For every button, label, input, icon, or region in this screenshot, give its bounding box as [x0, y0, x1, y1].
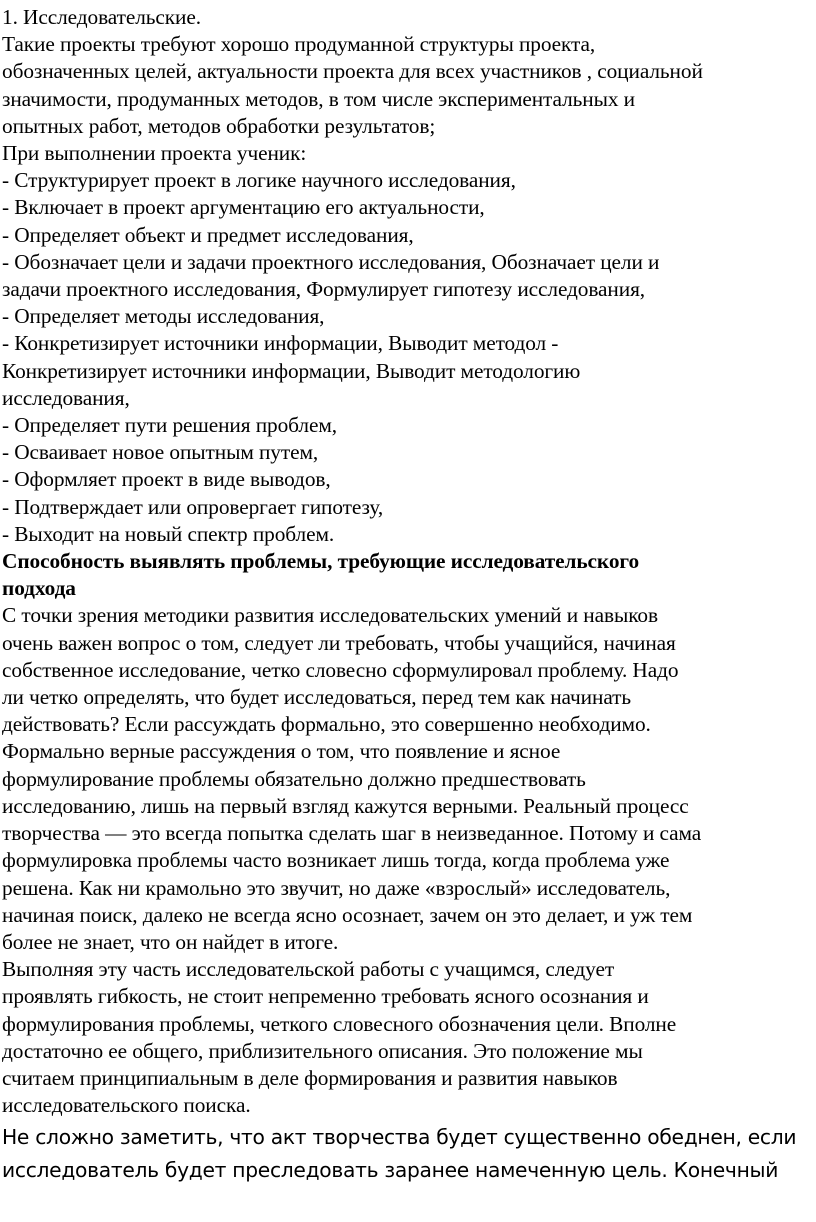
- paragraph-flexibility: [2, 956, 814, 1119]
- list-item: - Структурирует проект в логике научного исследования,: [2, 168, 516, 193]
- list-item: задачи проектного исследования, Формулирует гипотезу исследования,: [2, 277, 646, 302]
- text-line: творчества — это всегда попытка сделать шаг в неизведанное. Потому и сама: [2, 821, 702, 846]
- text-line: Такие проекты требуют хорошо продуманной структуры проекта,: [2, 32, 596, 57]
- paragraph-methodology: [2, 602, 814, 956]
- text-line: значимости, продуманных методов, в том числе экспериментальных и: [2, 86, 635, 111]
- list-item: - Подтверждает или опровергает гипотезу,: [2, 494, 384, 519]
- paragraph-creativity: [2, 1121, 814, 1187]
- text-line: Формально верные рассуждения о том, что появление и ясное: [2, 739, 561, 764]
- student-actions-list: [2, 167, 814, 548]
- section-research-projects: [2, 4, 814, 548]
- text-line: очень важен вопрос о том, следует ли требовать, чтобы учащийся, начиная: [2, 630, 676, 655]
- intro-paragraph: [2, 31, 814, 140]
- text-line: собственное исследование, четко словесно сформулировал проблему. Надо: [2, 657, 679, 682]
- text-line: С точки зрения методики развития исследовательских умений и навыков: [2, 603, 658, 628]
- list-item: - Осваивает новое опытным путем,: [2, 440, 319, 465]
- list-item: - Обозначает цели и задачи проектного исследования, Обозначает цели и: [2, 249, 660, 274]
- list-item: - Определяет объект и предмет исследования,: [2, 222, 414, 247]
- text-line: исследовательского поиска.: [2, 1093, 251, 1118]
- text-line: формулирование проблемы обязательно должно предшествовать: [2, 766, 586, 791]
- document-page: [2, 4, 814, 1187]
- text-line: начиная поиск, далеко не всегда ясно осознает, зачем он это делает, и уж тем: [2, 902, 693, 927]
- text-line: формулировка проблемы часто возникает лишь тогда, когда проблема уже: [2, 848, 670, 873]
- list-item: Конкретизирует источники информации, Выводит методологию: [2, 358, 581, 383]
- list-item: - Выходит на новый спектр проблем.: [2, 521, 335, 546]
- text-line: достаточно ее общего, приблизительного описания. Это положение мы: [2, 1038, 643, 1063]
- text-line: решена. Как ни крамольно это звучит, но даже «взрослый» исследователь,: [2, 875, 671, 900]
- list-item: - Конкретизирует источники информации, Выводит методол -: [2, 331, 559, 356]
- text-line: обозначенных целей, актуальности проекта для всех участников , социальной: [2, 59, 703, 84]
- text-line: Не сложно заметить, что акт творчества будет существенно обеднен, если: [2, 1125, 797, 1150]
- list-item: - Определяет пути решения проблем,: [2, 413, 337, 438]
- text-line: формулирования проблемы, четкого словесного обозначения цели. Вполне: [2, 1011, 677, 1036]
- section-title: 1. Исследовательские.: [2, 5, 201, 29]
- heading-line: Способность выявлять проблемы, требующие исследовательского: [2, 549, 640, 574]
- text-line: считаем принципиальным в деле формирования и развития навыков: [2, 1065, 618, 1090]
- text-line: Выполняя эту часть исследовательской работы с учащимся, следует: [2, 957, 615, 982]
- section-problem-identification: [2, 548, 814, 1187]
- text-line: исследованию, лишь на первый взгляд кажутся верными. Реальный процесс: [2, 793, 689, 818]
- text-line: исследователь будет преследовать заранее намеченную цель. Конечный: [2, 1158, 779, 1183]
- text-line: проявлять гибкость, не стоит непременно требовать ясного осознания и: [2, 984, 649, 1009]
- heading-line: подхода: [2, 576, 76, 601]
- section-heading: [2, 548, 814, 602]
- list-item: - Включает в проект аргументацию его актуальности,: [2, 195, 485, 220]
- list-item: исследования,: [2, 385, 130, 410]
- list-lead-in: При выполнении проекта ученик:: [2, 141, 307, 166]
- list-item: - Определяет методы исследования,: [2, 304, 325, 329]
- text-line: более не знает, что он найдет в итоге.: [2, 929, 339, 954]
- text-line: ли четко определять, что будет исследоваться, перед тем как начинать: [2, 685, 631, 710]
- text-line: действовать? Если рассуждать формально, это совершенно необходимо.: [2, 712, 651, 737]
- text-line: опытных работ, методов обработки результатов;: [2, 113, 436, 138]
- list-item: - Оформляет проект в виде выводов,: [2, 467, 331, 492]
